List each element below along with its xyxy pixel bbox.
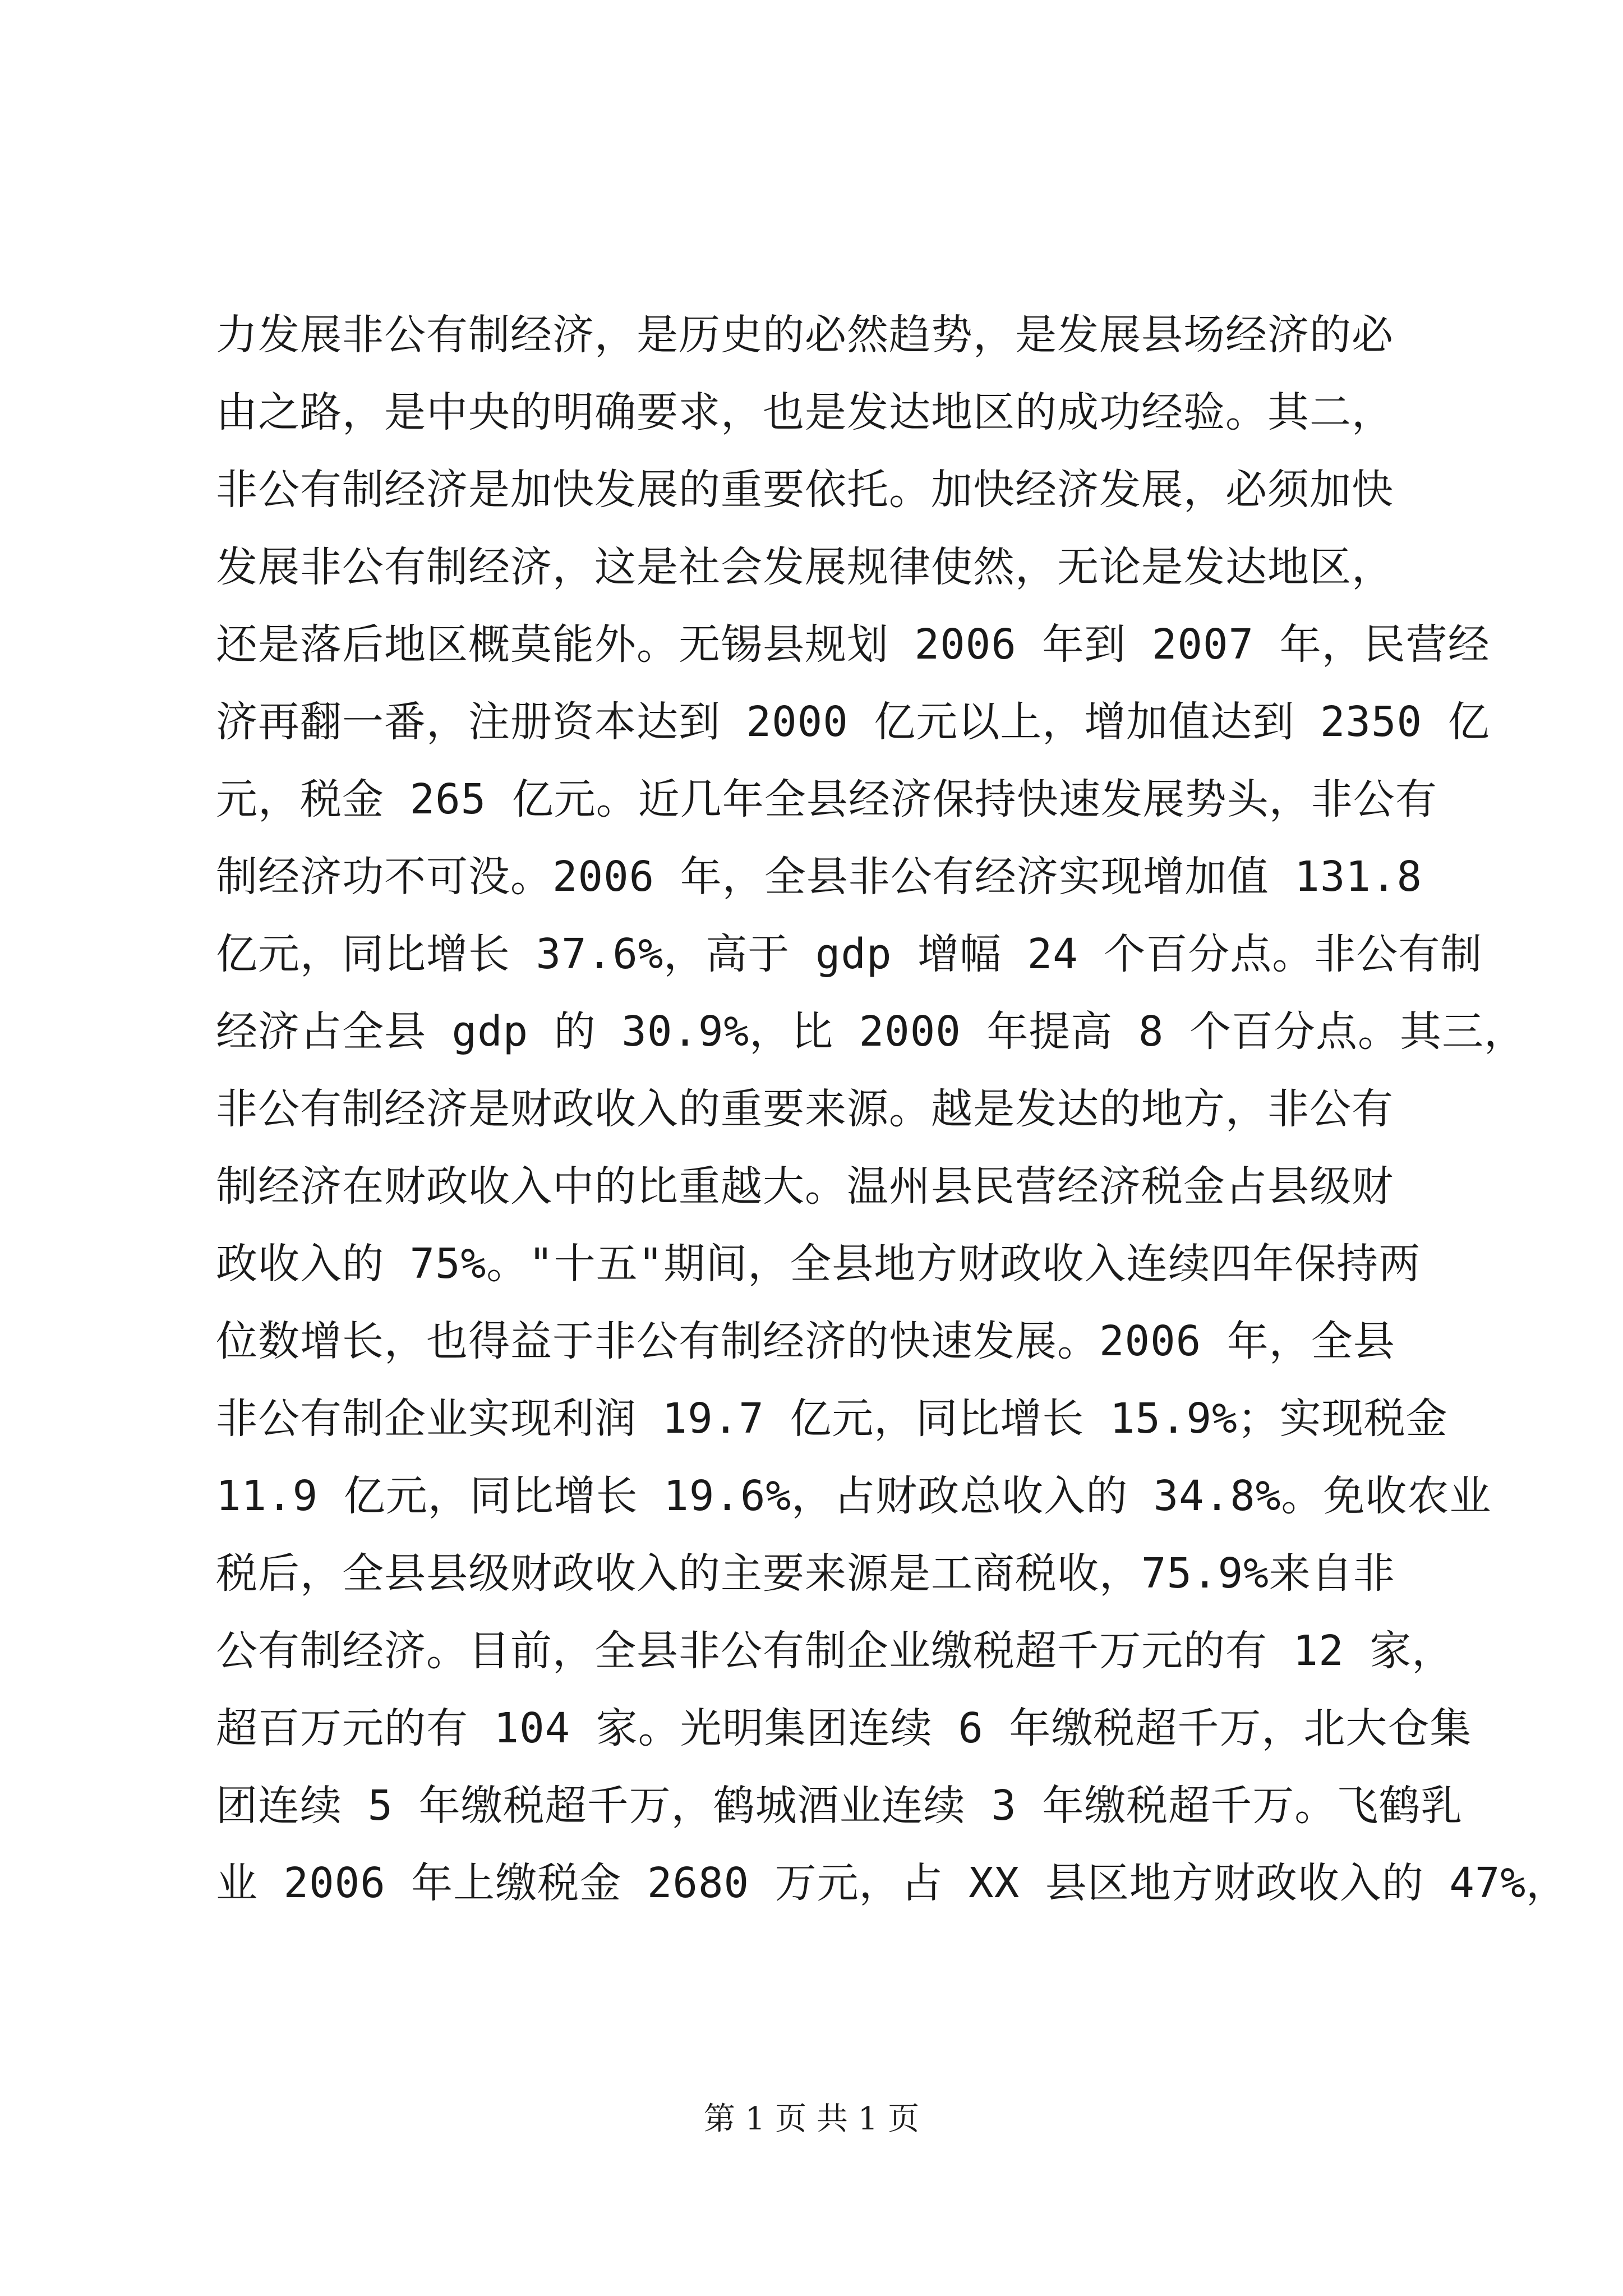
text-line: 经济占全县 gdp 的 30.9%，比 2000 年提高 8 个百分点。其三，	[216, 1007, 1527, 1056]
text-line: 发展非公有制经济，这是社会发展规律使然，无论是发达地区，	[216, 543, 1394, 591]
page-footer	[0, 2097, 1623, 2142]
text-line: 税后，全县县级财政收入的主要来源是工商税收，75.9%来自非	[216, 1549, 1395, 1598]
text-line: 超百万元的有 104 家。光明集团连续 6 年缴税超千万，北大仓集	[216, 1704, 1472, 1752]
text-line: 11.9 亿元，同比增长 19.6%，占财政总收入的 34.8%。免收农业	[216, 1472, 1492, 1520]
text-line: 公有制经济。目前，全县非公有制企业缴税超千万元的有 12 家，	[216, 1627, 1454, 1675]
text-line: 团连续 5 年缴税超千万，鹤城酒业连续 3 年缴税超千万。飞鹤乳	[216, 1782, 1463, 1830]
text-line: 制经济在财政收入中的比重越大。温州县民营经济税金占县级财	[216, 1162, 1394, 1211]
text-line: 制经济功不可没。2006 年，全县非公有经济实现增加值 131.8	[216, 853, 1423, 901]
text-line: 济再翻一番，注册资本达到 2000 亿元以上，增加值达到 2350 亿	[216, 698, 1490, 746]
text-line: 元，税金 265 亿元。近几年全县经济保持快速发展势头，非公有	[216, 775, 1437, 823]
text-line: 还是落后地区概莫能外。无锡县规划 2006 年到 2007 年，民营经	[216, 620, 1490, 669]
body-text	[216, 296, 1569, 1922]
text-line: 非公有制经济是加快发展的重要依托。加快经济发展，必须加快	[216, 466, 1394, 514]
text-line: 政收入的 75%。"十五"期间，全县地方财政收入连续四年保持两	[216, 1240, 1421, 1288]
text-line: 非公有制经济是财政收入的重要来源。越是发达的地方，非公有	[216, 1085, 1394, 1133]
text-line: 由之路，是中央的明确要求，也是发达地区的成功经验。其二，	[216, 388, 1394, 436]
text-line: 力发展非公有制经济，是历史的必然趋势，是发展县场经济的必	[216, 311, 1394, 359]
text-line: 非公有制企业实现利润 19.7 亿元，同比增长 15.9%；实现税金	[216, 1395, 1448, 1443]
text-line: 亿元，同比增长 37.6%，高于 gdp 增幅 24 个百分点。非公有制	[216, 930, 1483, 978]
page-number-label: 第 1 页 共 1 页	[703, 2101, 920, 2137]
text-line: 位数增长，也得益于非公有制经济的快速发展。2006 年，全县	[216, 1317, 1395, 1365]
text-line: 业 2006 年上缴税金 2680 万元，占 XX 县区地方财政收入的 47%，	[216, 1859, 1569, 1907]
